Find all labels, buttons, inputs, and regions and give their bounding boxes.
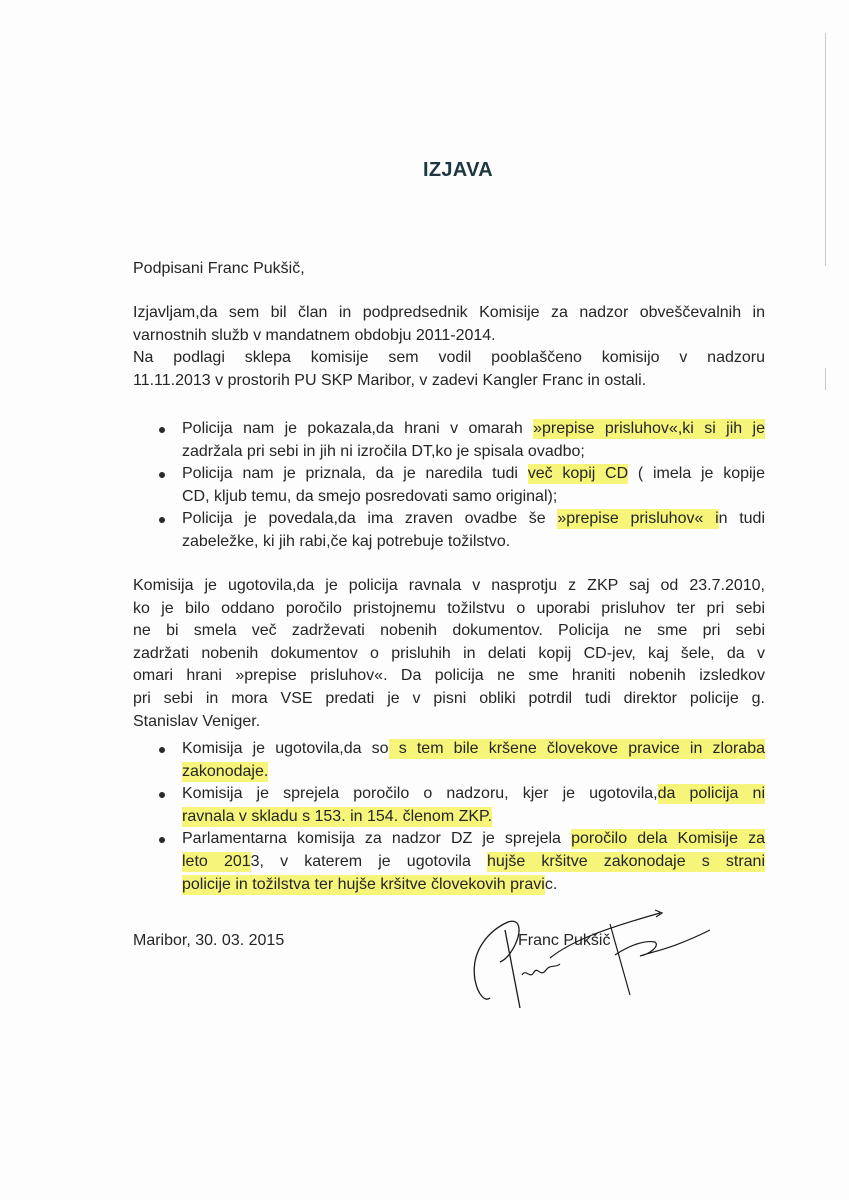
list-item-line	[182, 441, 765, 464]
list-item-line	[182, 738, 765, 761]
document-title: IZJAVA	[423, 159, 493, 181]
handwritten-signature	[460, 880, 720, 1020]
list-item	[133, 508, 765, 553]
text-segment: ( imela je kopije	[628, 465, 766, 483]
bullet-icon	[159, 747, 165, 753]
intro-line: varnostnih služb v mandatnem obdobju 2011-2014.	[133, 326, 496, 344]
list-item-line	[182, 531, 765, 554]
list-item	[133, 418, 765, 463]
findings-line: Stanislav Veniger.	[133, 712, 261, 730]
intro-paragraph	[133, 302, 765, 392]
list-item-line	[182, 851, 765, 874]
signature-stroke	[610, 924, 710, 995]
list-item-line	[182, 486, 765, 509]
highlighted-text: »prepise prisluhov«,ki si jih je	[533, 420, 766, 437]
highlighted-text: hujše kršitve zakonodaje s strani	[486, 852, 765, 870]
text-segment: Parlamentarna komisija za nadzor DZ je sprejela	[182, 830, 572, 848]
highlighted-text: s tem bile kršene človekove pravice in zloraba	[388, 740, 765, 757]
text-segment: Policija je povedala,da ima zraven ovadbe še	[182, 510, 558, 528]
signature-stroke	[474, 921, 520, 1008]
text-segment: zadržala pri sebi in jih ni izročila DT,ko je spisala ovadbo;	[182, 442, 585, 460]
findings-line: ko je bilo oddano poročilo pristojnemu tožilstvu o uporabi prisluhov ter pri sebi	[133, 599, 765, 617]
bullet-icon	[159, 427, 165, 433]
text-segment: Policija nam je pokazala,da hrani v omarah	[182, 420, 534, 437]
greeting-text: Podpisani Franc Pukšič,	[133, 260, 305, 277]
text-segment: c.	[544, 875, 558, 893]
list-item-line	[182, 783, 765, 806]
signatory-name: Franc Pukšič	[518, 932, 611, 949]
intro-line: Izjavljam,da sem bil član in podpredsednik Komisije za nadzor obveščevalnih in	[133, 304, 765, 321]
findings-paragraph	[133, 575, 765, 733]
text-segment: zabeležke, ki jih rabi,če kaj potrebuje tožilstvo.	[182, 532, 511, 550]
list-item-line	[182, 463, 765, 486]
text-segment: n tudi	[718, 510, 766, 528]
highlighted-text: zakonodaje.	[182, 762, 269, 780]
bullet-icon	[159, 517, 165, 523]
bullet-icon	[159, 837, 165, 843]
text-segment: Komisija je sprejela poročilo o nadzoru, kjer je ugotovila,	[182, 785, 658, 803]
list-item	[133, 463, 765, 508]
highlighted-text: »prepise prisluhov« i	[557, 510, 719, 528]
list-item-line	[182, 418, 765, 441]
signature-stroke	[522, 964, 560, 975]
place-date: Maribor, 30. 03. 2015	[133, 932, 285, 949]
text-segment: CD, kljub temu, da smejo posredovati samo original);	[182, 487, 558, 505]
list-item-line	[182, 761, 765, 784]
list-item-line	[182, 828, 765, 851]
observations-list	[133, 418, 765, 554]
findings-line: ne bi smela več zadrževati nobenih dokumentov. Policija ne sme pri sebi	[133, 622, 765, 640]
highlighted-text: več kopij CD	[527, 465, 629, 483]
list-item-line	[182, 508, 765, 531]
findings-line: omari hrani »prepise prisluhov«. Da policija ne sme hraniti nobenih izsledkov	[133, 667, 765, 685]
list-item	[133, 738, 765, 783]
signature-stroke	[550, 910, 662, 958]
text-segment: Policija nam je priznala, da je naredila tudi	[182, 465, 528, 483]
highlighted-text: ravnala v skladu s 153. in 154. členom ZKP.	[182, 807, 493, 825]
highlighted-text: da policija ni	[657, 785, 765, 803]
scan-artifact-line	[825, 368, 826, 390]
greeting	[133, 258, 765, 281]
bullet-icon	[159, 792, 165, 798]
list-item-line	[182, 806, 765, 829]
highlighted-text: poročilo dela Komisije za	[571, 830, 765, 848]
text-segment: 3, v katerem je ugotovila	[250, 852, 487, 870]
list-item	[133, 783, 765, 828]
conclusions-list	[133, 738, 765, 896]
highlighted-text: policije in tožilstva ter hujše kršitve človekovih pravi	[182, 875, 545, 893]
highlighted-text: leto 201	[182, 852, 251, 870]
text-segment: Komisija je ugotovila,da so	[182, 740, 389, 757]
findings-line: Komisija je ugotovila,da je policija ravnala v nasprotju z ZKP saj od 23.7.2010,	[133, 577, 765, 594]
scan-artifact-line	[825, 33, 826, 266]
bullet-icon	[159, 472, 165, 478]
intro-line: 11.11.2013 v prostorih PU SKP Maribor, v zadevi Kangler Franc in ostali.	[133, 371, 647, 389]
intro-line: Na podlagi sklepa komisije sem vodil pooblaščeno komisijo v nadzoru	[133, 349, 765, 367]
findings-line: pri sebi in mora VSE predati je v pisni obliki potrdil tudi direktor policije g.	[133, 689, 765, 707]
findings-line: zadržati nobenih dokumentov o prisluhih in delati kopij CD-jev, kaj šele, da v	[133, 644, 765, 662]
